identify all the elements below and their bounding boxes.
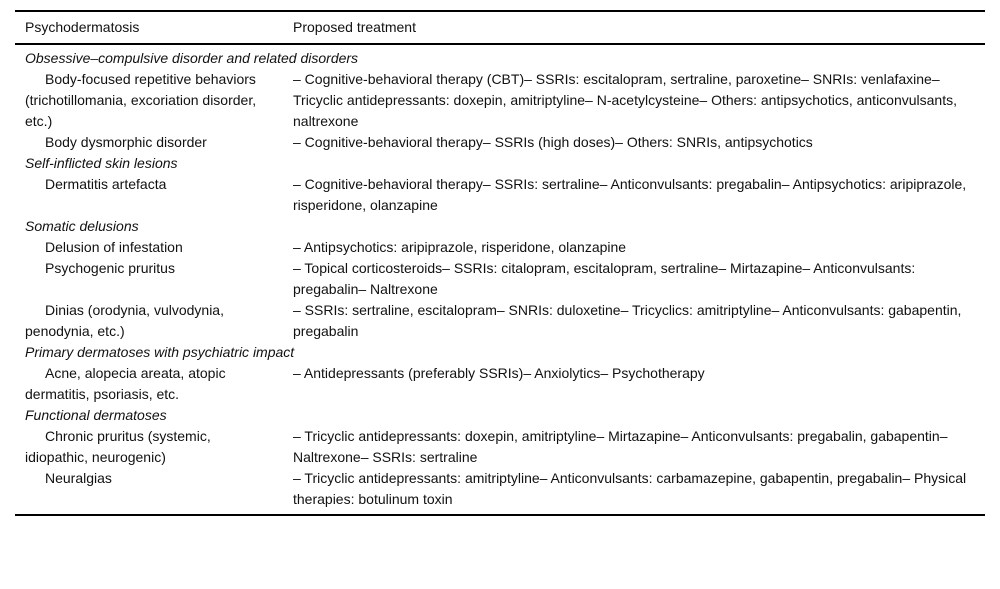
treatment-cell: – Cognitive-behavioral therapy (CBT)– SSRIs: escitalopram, sertraline, paroxetine– SNRIs: venlafaxine– Tricyclic antidepressants: doxepin, amitriptyline– N-acetylcysteine– Others: antipsychotics, anticonvulsants, naltrexone [293,71,957,129]
treatment-cell: – Cognitive-behavioral therapy– SSRIs: sertraline– Anticonvulsants: pregabalin– Antipsychotics: aripiprazole, risperidone, olanzapine [293,176,967,213]
table-row [15,237,985,258]
condition-cell: Body-focused repetitive behaviors (trichotillomania, excoriation disorder, etc.) [25,71,257,129]
table-row [15,132,985,153]
section-title-self-inflicted: Self-inflicted skin lesions [25,155,178,171]
section-row [15,342,985,363]
table-header [15,11,985,44]
treatment-cell: – Antipsychotics: aripiprazole, risperidone, olanzapine [293,239,627,255]
table-row [15,363,985,405]
section-title-ocd: Obsessive–compulsive disorder and related disorders [25,50,359,66]
table-body [15,44,985,515]
section-row [15,153,985,174]
section-title-primary-dermatoses: Primary dermatoses with psychiatric impact [25,344,295,360]
section-row [15,216,985,237]
section-title-somatic-delusions: Somatic delusions [25,218,139,234]
condition-cell: Delusion of infestation [45,239,183,255]
treatment-cell: – Antidepressants (preferably SSRIs)– Anxiolytics– Psychotherapy [293,365,705,381]
condition-cell: Neuralgias [45,470,112,486]
psychodermatosis-treatment-table [15,10,985,516]
table-row [15,300,985,342]
condition-cell: Dermatitis artefacta [45,176,167,192]
section-title-functional-dermatoses: Functional dermatoses [25,407,167,423]
table-row [15,468,985,515]
condition-cell: Chronic pruritus (systemic, idiopathic, neurogenic) [25,428,211,465]
column-header-psychodermatosis: Psychodermatosis [15,11,283,44]
section-row [15,405,985,426]
header-row [15,11,985,44]
condition-cell: Dinias (orodynia, vulvodynia, penodynia, etc.) [25,302,224,339]
treatment-cell: – Tricyclic antidepressants: doxepin, amitriptyline– Mirtazapine– Anticonvulsants: pregabalin, gabapentin– Naltrexone– SSRIs: sertraline [293,428,948,465]
table-row [15,258,985,300]
treatment-cell: – Tricyclic antidepressants: amitriptyline– Anticonvulsants: carbamazepine, gabapentin, pregabalin– Physical therapies: botulinum toxin [293,470,967,507]
treatment-cell: – SSRIs: sertraline, escitalopram– SNRIs: duloxetine– Tricyclics: amitriptyline– Anticonvulsants: gabapentin, pregabalin [293,302,962,339]
treatment-cell: – Topical corticosteroids– SSRIs: citalopram, escitalopram, sertraline– Mirtazapine– Anticonvulsants: pregabalin– Naltrexone [293,260,916,297]
condition-cell: Body dysmorphic disorder [45,134,207,150]
treatment-cell: – Cognitive-behavioral therapy– SSRIs (high doses)– Others: SNRIs, antipsychotics [293,134,813,150]
column-header-proposed-treatment: Proposed treatment [283,11,985,44]
table-row [15,69,985,132]
condition-cell: Psychogenic pruritus [45,260,175,276]
condition-cell: Acne, alopecia areata, atopic dermatitis, psoriasis, etc. [25,365,226,402]
table-row [15,426,985,468]
table-row [15,174,985,216]
section-row [15,44,985,69]
